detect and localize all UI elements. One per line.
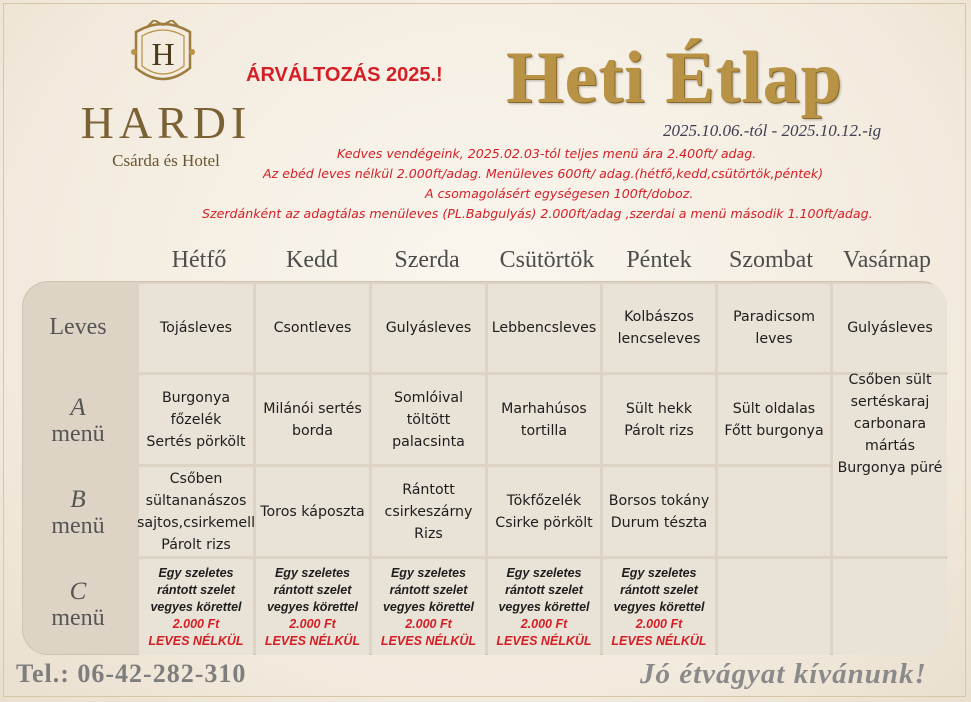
note-line: Kedves vendégeink, 2025.02.03-tól teljes menü ára 2.400ft/ adag.: [337, 146, 757, 161]
menu-a-cell: Burgonya főzelék Sertés pörkölt: [139, 375, 253, 464]
menu-c-cell: Egy szeletes rántott szelet vegyes körettel 2.000 Ft LEVES NÉLKÜL: [139, 559, 253, 655]
brand-subtitle: Csárda és Hotel: [112, 151, 220, 170]
hardi-logo: [66, 18, 266, 170]
menu-c-cell: Egy szeletes rántott szelet vegyes körettel 2.000 Ft LEVES NÉLKÜL: [372, 559, 485, 655]
soup-cell: Lebbencsleves: [488, 284, 600, 372]
soup-cell: Tojásleves: [139, 284, 253, 372]
brand-name: HARDI: [80, 97, 252, 148]
menu-b-cell: Toros káposzta: [256, 467, 369, 556]
day-header: Kedd: [286, 247, 338, 273]
day-header: Csütörtök: [499, 247, 595, 273]
menu-c-cell: Egy szeletes rántott szelet vegyes körettel 2.000 Ft LEVES NÉLKÜL: [256, 559, 369, 655]
menu-table: [22, 281, 947, 655]
menu-a-cell: Milánói sertés borda: [256, 375, 369, 464]
price-change-banner: ÁRVÁLTOZÁS 2025.!: [246, 64, 443, 86]
soup-cell: Gulyásleves: [833, 284, 947, 372]
soup-cell: Gulyásleves: [372, 284, 485, 372]
page-title: Heti Étlap: [506, 37, 843, 119]
day-header: Vasárnap: [843, 247, 931, 273]
bon-appetit: Jó étvágyat kívánunk!: [640, 658, 927, 690]
menu-b-cell: Rántott csirkeszárny Rizs: [372, 467, 485, 556]
day-header: Szerda: [394, 247, 460, 273]
day-header: Péntek: [626, 247, 692, 273]
menu-b-cell: [718, 467, 830, 556]
sunday-main-cell: Csőben sült sertéskaraj carbonara mártás Burgonya püré: [833, 375, 947, 556]
menu-b-cell: Tökfőzelék Csirke pörkölt: [488, 467, 600, 556]
menu-b-cell: Borsos tokány Durum tészta: [603, 467, 715, 556]
row-label-leves: Leves: [49, 314, 107, 340]
row-label-a: A menü: [51, 394, 105, 447]
menu-a-cell: Sült oldalas Főtt burgonya: [718, 375, 830, 464]
soup-cell: Csontleves: [256, 284, 369, 372]
menu-c-cell-empty: [718, 559, 830, 655]
menu-a-cell: Marhahúsos tortilla: [488, 375, 600, 464]
note-line: Szerdánként az adagtálas menüleves (PL.Babgulyás) 2.000ft/adag ,szerdai a menü második 1.100ft/adag.: [202, 206, 873, 221]
day-header: Hétfő: [171, 247, 227, 273]
menu-c-cell: Egy szeletes rántott szelet vegyes körettel 2.000 Ft LEVES NÉLKÜL: [603, 559, 715, 655]
day-header: Szombat: [729, 247, 813, 273]
row-label-c: C menü: [51, 578, 105, 631]
menu-a-cell: Somlóival töltött palacsinta: [372, 375, 485, 464]
crest-letter: H: [151, 36, 175, 72]
soup-cell: Paradicsom leves: [718, 284, 830, 372]
menu-a-cell: Sült hekk Párolt rizs: [603, 375, 715, 464]
crest-icon: [126, 20, 200, 90]
note-line: Az ebéd leves nélkül 2.000ft/adag. Menüleves 600ft/ adag.(hétfő,kedd,csütörtök,péntek): [263, 166, 824, 181]
date-range: 2025.10.06.-tól - 2025.10.12.-ig: [663, 121, 882, 140]
menu-b-cell: Csőben sültananászos sajtos,csirkemell Párolt rizs: [139, 467, 253, 556]
row-label-b: B menü: [51, 486, 105, 539]
phone-number: Tel.: 06-42-282-310: [16, 659, 247, 688]
soup-cell: Kolbászos lencseleves: [603, 284, 715, 372]
menu-c-cell: Egy szeletes rántott szelet vegyes körettel 2.000 Ft LEVES NÉLKÜL: [488, 559, 600, 655]
menu-c-cell-empty: [833, 559, 947, 655]
note-line: A csomagolásért egységesen 100ft/doboz.: [425, 186, 694, 201]
